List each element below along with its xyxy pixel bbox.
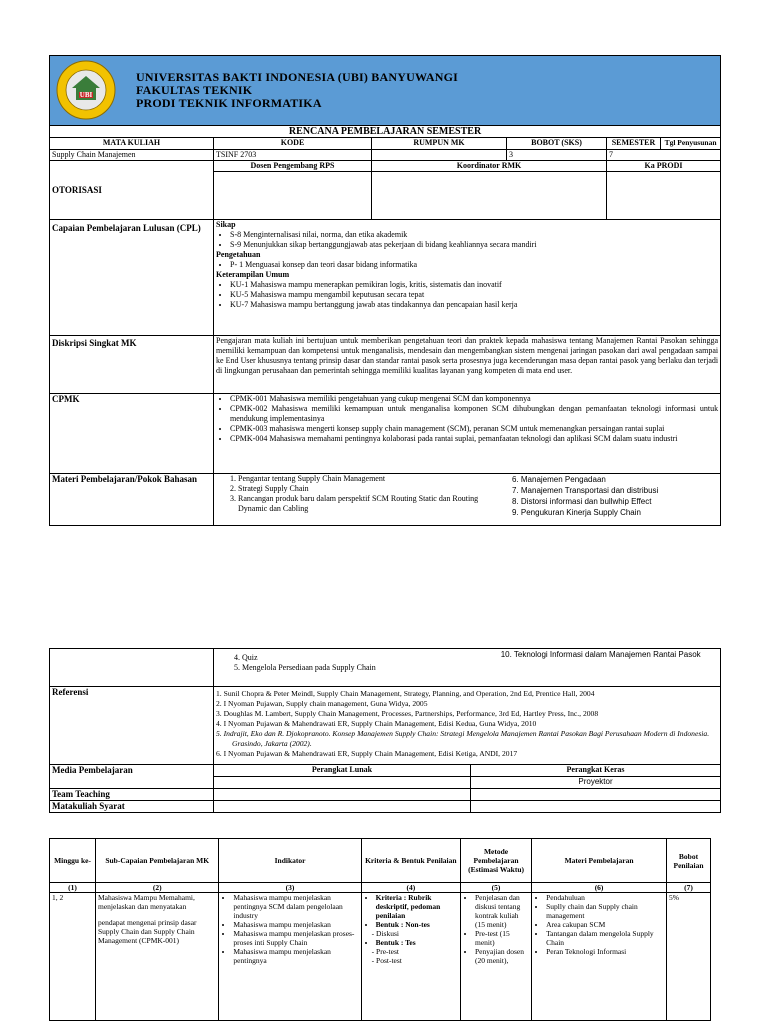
rps-title: RENCANA PEMBELAJARAN SEMESTER — [50, 126, 721, 138]
row1-minggu: 1, 2 — [50, 893, 96, 1021]
otorisasi-dosen-sign — [214, 172, 372, 220]
materi-item: • Tantangan dalam mengelola Supply Chain — [546, 929, 664, 947]
referensi-item: 1. Sunil Chopra & Peter Meindl, Supply Chain Management, Strategy, Planning, and Operation, 2nd Ed, Prentice Hall, 2004 — [216, 689, 595, 698]
materi-item: • Suplly chain dan Supply chain management — [546, 902, 664, 920]
col-header-metode: Metode Pembelajaran (Estimasi Waktu) — [461, 839, 532, 883]
bentuk-sub-item: - Diskusi — [372, 929, 458, 938]
col-header-materi: Materi Pembelajaran — [532, 839, 667, 883]
materi-item: 5. Mengelola Persediaan pada Supply Chain — [234, 663, 376, 672]
cpl-keterampilan-item: • KU-5 Mahasiswa mampu mengambil keputusan secara tepat — [230, 290, 718, 300]
metode-item: • Pre-test (15 menit) — [475, 929, 529, 947]
col-number: (5) — [461, 883, 532, 893]
materi-item: 10. Teknologi Informasi dalam Manajemen Rantai Pasok — [500, 650, 701, 659]
label-mata-kuliah: MATA KULIAH — [50, 138, 214, 150]
col-number: (3) — [219, 883, 361, 893]
materi-item: 9. Pengukuran Kinerja Supply Chain — [512, 508, 641, 517]
referensi-item: 3. Doughlas M. Lambert, Supply Chain Management, Processes, Partnerships, Performance, 3rd Ed, Hartley Press, Inc., 2008 — [216, 709, 599, 718]
cpl-sikap-item: • S-8 Menginternalisasi nilai, norma, dan etika akademik — [230, 230, 718, 240]
col-header-bobot: Bobot Penilaian — [667, 839, 711, 883]
cpmk-label: CPMK — [50, 394, 214, 474]
header-banner — [50, 56, 721, 126]
indikator-item: • Mahasiswa mampu menjelaskan proses-proses inti Supply Chain — [233, 929, 358, 947]
otorisasi-koordinator-sign — [372, 172, 607, 220]
program-name: PRODI TEKNIK INFORMATIKA — [136, 96, 322, 110]
bentuk-item: • Bentuk : Tes — [376, 938, 458, 947]
sikap-title: Sikap — [216, 220, 236, 229]
perangkat-lunak-label: Perangkat Lunak — [214, 765, 471, 777]
university-logo — [56, 60, 116, 120]
label-tgl-penyusunan: Tgl Penyusunan — [661, 138, 721, 150]
materi-item: 7. Manajemen Transportasi dan distribusi — [512, 486, 659, 495]
indikator-item: • Mahasiswa mampu menjelaskan — [233, 920, 358, 929]
syarat-value — [214, 801, 471, 813]
row1-sub-cpmk — [96, 893, 219, 1021]
cpmk-item: • CPMK-002 Mahasiswa memiliki kemampuan untuk menganalisa komponen SCM dihubungkan dengan pemanfaatan teknologi informasi untuk mendukung implementasinya — [230, 404, 718, 424]
metode-item: • Penyajian dosen (20 menit), — [475, 947, 529, 965]
materi-item: 6. Manajemen Pengadaan — [512, 475, 606, 484]
col-number: (7) — [667, 883, 711, 893]
kriteria-item: • Kriteria : Rubrik deskriptif, pedoman penilaian — [376, 893, 458, 920]
deskripsi-label: Diskripsi Singkat MK — [50, 336, 214, 394]
cpmk-item: • CPMK-001 Mahasiswa memiliki pengetahuan yang cukup mengenai SCM dan komponennya — [230, 394, 718, 404]
referensi-item: 2. I Nyoman Pujawan, Supply chain management, Guna Widya, 2005 — [216, 699, 428, 708]
row1-materi — [532, 893, 667, 1021]
proyektor-value: Proyektor — [471, 777, 721, 789]
keterampilan-title: Keterampilan Umum — [216, 270, 290, 279]
materi-label: Materi Pembelajaran/Pokok Bahasan — [50, 474, 214, 526]
materi-item: • Area cakupan SCM — [546, 920, 664, 929]
referensi-content — [214, 687, 721, 765]
perangkat-lunak-value — [214, 777, 471, 789]
materi-item: • Pendahuluan — [546, 893, 664, 902]
label-rumpun-mk: RUMPUN MK — [372, 138, 507, 150]
cpl-label: Capaian Pembelajaran Lulusan (CPL) — [50, 220, 214, 336]
value-rumpun-mk — [372, 150, 507, 161]
cpl-keterampilan-item: • KU-7 Mahasiswa mampu bertanggung jawab atas tindakannya dan pencapaian hasil kerja — [230, 300, 718, 310]
col-number: (1) — [50, 883, 96, 893]
rps-page1-table — [49, 55, 721, 526]
indikator-item: • Mahasiswa mampu menjelaskan pentingnya SCM dalam pengelolaan industry — [233, 893, 358, 920]
materi-cont-label — [50, 649, 214, 687]
col-header-sub-cpmk: Sub-Capaian Pembelajaran MK — [96, 839, 219, 883]
otorisasi-kaprodi-label: Ka PRODI — [607, 161, 721, 172]
cpl-pengetahuan-item: • P- 1 Menguasai konsep dan teori dasar bidang informatika — [230, 260, 718, 270]
deskripsi-text: Pengajaran mata kuliah ini bertujuan untuk memberikan pengetahuan teori dan praktek kepada mahasiswa tentang Manajemen Rantai Pasokan sehingga memiliki kemampuan dan kompetensi untuk menganalisis, mendesain dan mengembangkan sistem mengenai jaringan pasokan dari awal pengadaan sampai ke End User khususnya tentang prinsip dasar dan standar rantai pasok serta prosesnya juga kecenderungan masa depan rantai pasok yang berlaku dan terjadi di lingkungan perusahaan dan pemerintah sehingga memiliki kualitas layanan yang kompeten di mata end user. — [214, 336, 721, 394]
bentuk-sub-item: - Post-test — [372, 956, 458, 965]
cpl-sikap-item: • S-9 Menunjukkan sikap bertanggungjawab atas pekerjaan di bidang keahliannya secara mandiri — [230, 240, 718, 250]
referensi-item: 5. Indrajit, Eko dan R. Djokopranoto. Konsep Manajemen Supply Chain: Strategi Mengelola Manajemen Rantai Pasokan Bagi Perusahaan Modern di Indonesia. Grasindo, Jakarta (2002). — [216, 729, 710, 748]
col-header-indikator: Indikator — [219, 839, 361, 883]
value-mata-kuliah: Supply Chain Manajemen — [50, 150, 214, 161]
col-header-kriteria: Kriteria & Bentuk Penilaian — [361, 839, 460, 883]
logo-text: UBI — [79, 91, 93, 99]
value-kode: TSINF 2703 — [214, 150, 372, 161]
perangkat-keras-label: Perangkat Keras — [471, 765, 721, 777]
otorisasi-koordinator-label: Koordinator RMK — [372, 161, 607, 172]
materi-item: 2. Strategi Supply Chain — [238, 484, 498, 494]
materi-item: 8. Distorsi informasi dan bullwhip Effect — [512, 497, 652, 506]
otorisasi-label: OTORISASI — [50, 161, 214, 220]
materi-item: 4. Quiz — [234, 653, 258, 662]
row1-kriteria — [361, 893, 460, 1021]
materi-item: • Peran Teknologi Informasi — [546, 947, 664, 956]
bentuk-sub-item: - Pre-test — [372, 947, 458, 956]
materi-item: 1. Pengantar tentang Supply Chain Management — [238, 474, 498, 484]
sub-cpmk-text: Mahasiswa Mampu Memahami, menjelaskan dan menyatakan — [98, 893, 195, 911]
materi-content — [214, 474, 721, 526]
syarat-value-2 — [471, 801, 721, 813]
col-number: (6) — [532, 883, 667, 893]
syarat-label: Matakuliah Syarat — [50, 801, 214, 813]
cpmk-item: • CPMK-003 mahasiswa mengerti konsep supply chain management (SCM), peranan SCM untuk memenangkan persaingan rantai suplai — [230, 424, 718, 434]
materi-item: 3. Rancangan produk baru dalam perspektif SCM Routing Static dan Routing Dynamic dan Cabling — [238, 494, 498, 514]
faculty-name: FAKULTAS TEKNIK — [136, 83, 253, 97]
value-bobot: 3 — [507, 150, 607, 161]
label-semester: SEMESTER — [607, 138, 661, 150]
col-header-minggu: Minggu ke- — [50, 839, 96, 883]
row1-indikator — [219, 893, 361, 1021]
referensi-label: Referensi — [50, 687, 214, 765]
otorisasi-dosen-label: Dosen Pengembang RPS — [214, 161, 372, 172]
university-name: UNIVERSITAS BAKTI INDONESIA (UBI) BANYUWANGI — [136, 70, 458, 84]
indikator-item: • Mahasiswa mampu menjelaskan pentingnya — [233, 947, 358, 965]
team-teaching-value — [214, 789, 471, 801]
sub-cpmk-text-2: pendapat mengenai prinsip dasar Supply Chain dan Supply Chain Management (CPMK-001) — [98, 918, 197, 945]
otorisasi-kaprodi-sign — [607, 172, 721, 220]
team-teaching-label: Team Teaching — [50, 789, 214, 801]
team-teaching-value-2 — [471, 789, 721, 801]
metode-item: • Penjelasan dan diskusi tentang kontrak kuliah (15 menit) — [475, 893, 529, 929]
media-label: Media Pembelajaran — [50, 765, 214, 789]
label-bobot: BOBOT (SKS) — [507, 138, 607, 150]
schedule-table — [49, 838, 711, 1021]
col-number: (4) — [361, 883, 460, 893]
row1-metode — [461, 893, 532, 1021]
cpmk-content — [214, 394, 721, 474]
pengetahuan-title: Pengetahuan — [216, 250, 261, 259]
row1-bobot: 5% — [667, 893, 711, 1021]
cpl-keterampilan-item: • KU-1 Mahasiswa mampu menerapkan pemikiran logis, kritis, sistematis dan inovatif — [230, 280, 718, 290]
cpmk-item: • CPMK-004 Mahasiswa memahami pentingnya kolaborasi pada rantai suplai, pemanfaatan teknologi dan aplikasi SCM dalam suatu industri — [230, 434, 718, 444]
referensi-item: 4. I Nyoman Pujawan & Mahendrawati ER, Supply Chain Management, Edisi Kedua, Guna Widya, 2010 — [216, 719, 537, 728]
rps-page2-table — [49, 648, 721, 813]
referensi-item: 6. I Nyoman Pujawan & Mahendrawati ER, Supply Chain Management, Edisi Ketiga, ANDI, 2017 — [216, 749, 518, 758]
value-semester: 7 — [607, 150, 721, 161]
cpl-content — [214, 220, 721, 336]
label-kode: KODE — [214, 138, 372, 150]
col-number: (2) — [96, 883, 219, 893]
materi-cont-content — [214, 649, 721, 687]
bentuk-item: • Bentuk : Non-tes — [376, 920, 458, 929]
